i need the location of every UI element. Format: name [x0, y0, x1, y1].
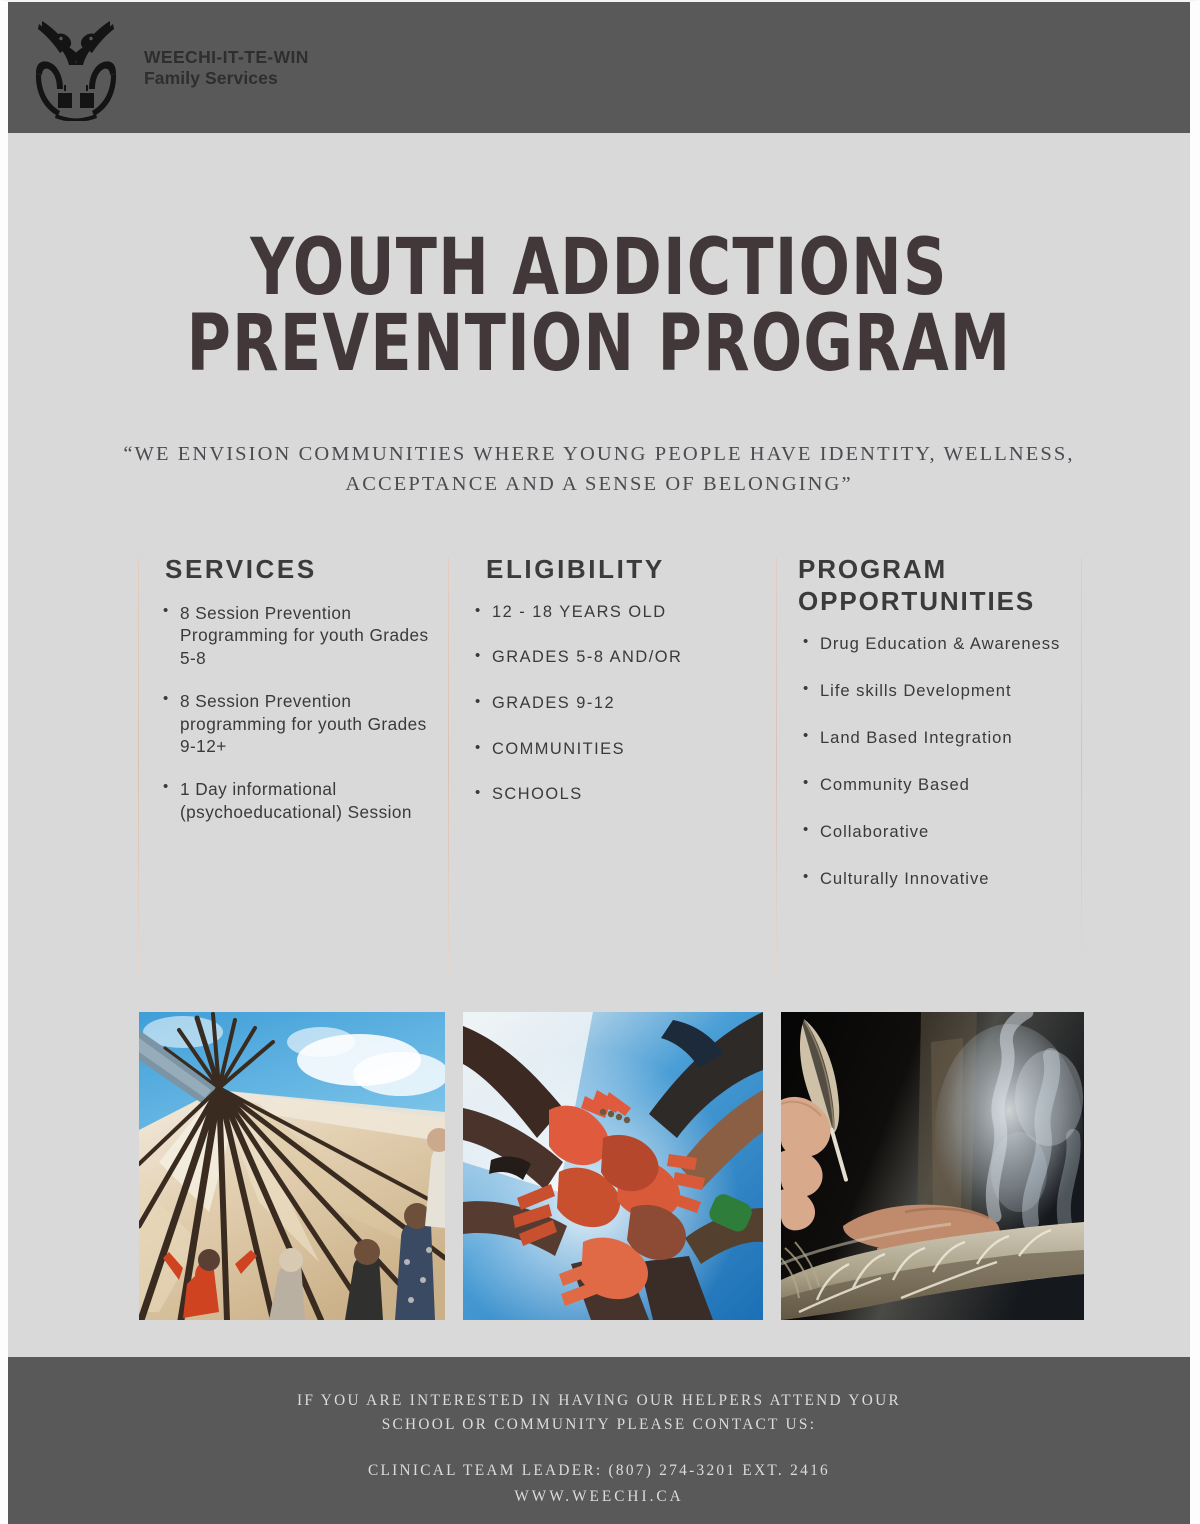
- list-item: • 8 Session Prevention programming for youth Grades 9-12+: [180, 690, 438, 758]
- page-title-line1: YOUTH ADDICTIONS: [250, 223, 948, 313]
- list-item: • Culturally Innovative: [820, 868, 1073, 890]
- column-divider-3: [776, 558, 777, 974]
- program-opportunities-list: [798, 633, 1073, 889]
- tipi-construction-photo: [139, 1012, 445, 1320]
- list-item: • Collaborative: [820, 821, 1073, 843]
- column-eligibility: [470, 554, 760, 830]
- vision-tagline: “WE ENVISION COMMUNITIES WHERE YOUNG PEOPLE HAVE IDENTITY, WELLNESS, ACCEPTANCE AND A SENSE OF BELONGING”: [123, 443, 1075, 496]
- list-item: • SCHOOLS: [492, 784, 760, 806]
- list-item: • Drug Education & Awareness: [820, 633, 1073, 655]
- eligibility-list: [470, 602, 760, 806]
- footer-bar: [8, 1357, 1190, 1524]
- list-item: • GRADES 9-12: [492, 693, 760, 715]
- column-heading-services: SERVICES: [165, 554, 317, 584]
- list-item: • Land Based Integration: [820, 727, 1073, 749]
- footer-invite-line2: SCHOOL OR COMMUNITY PLEASE CONTACT US:: [381, 1415, 817, 1433]
- footer-contact-phone: CLINICAL TEAM LEADER: (807) 274-3201 EXT. 2416: [368, 1462, 830, 1480]
- list-item: • Life skills Development: [820, 680, 1073, 702]
- list-item: • 8 Session Prevention Programming for youth Grades 5-8: [180, 602, 438, 670]
- joined-hands-photo: [463, 1012, 763, 1320]
- list-item: • GRADES 5-8 AND/OR: [492, 647, 760, 669]
- title-block: [8, 223, 1190, 390]
- brand-text: [144, 47, 309, 88]
- footer-website: WWW.WEECHI.CA: [514, 1488, 684, 1506]
- column-divider-4: [1081, 558, 1082, 974]
- column-heading-eligibility: ELIGIBILITY: [486, 554, 665, 584]
- column-services: [158, 554, 438, 843]
- org-name-line2: Family Services: [144, 67, 278, 88]
- photo-row: [8, 1012, 1190, 1320]
- column-heading-program-opportunities: PROGRAM OPPORTUNITIES: [798, 554, 1036, 616]
- info-columns: [8, 554, 1190, 974]
- weechi-it-te-win-logo-icon: [30, 15, 122, 121]
- page-title: [91, 223, 1108, 390]
- list-item: • 12 - 18 YEARS OLD: [492, 602, 760, 624]
- footer-invite-line1: IF YOU ARE INTERESTED IN HAVING OUR HELPERS ATTEND YOUR: [297, 1392, 901, 1409]
- column-program-opportunities: [798, 554, 1073, 915]
- list-item: • COMMUNITIES: [492, 739, 760, 761]
- column-divider-2: [448, 558, 449, 974]
- list-item: • Community Based: [820, 774, 1073, 796]
- list-item: • 1 Day informational (psychoeducational) Session: [180, 778, 438, 823]
- org-name-line1: WEECHI-IT-TE-WIN: [144, 46, 309, 67]
- column-divider-1: [138, 558, 139, 974]
- smudging-ceremony-photo: [781, 1012, 1084, 1320]
- page-title-line2: PREVENTION PROGRAM: [186, 299, 1012, 390]
- services-list: [158, 602, 438, 824]
- header-bar: [8, 2, 1190, 133]
